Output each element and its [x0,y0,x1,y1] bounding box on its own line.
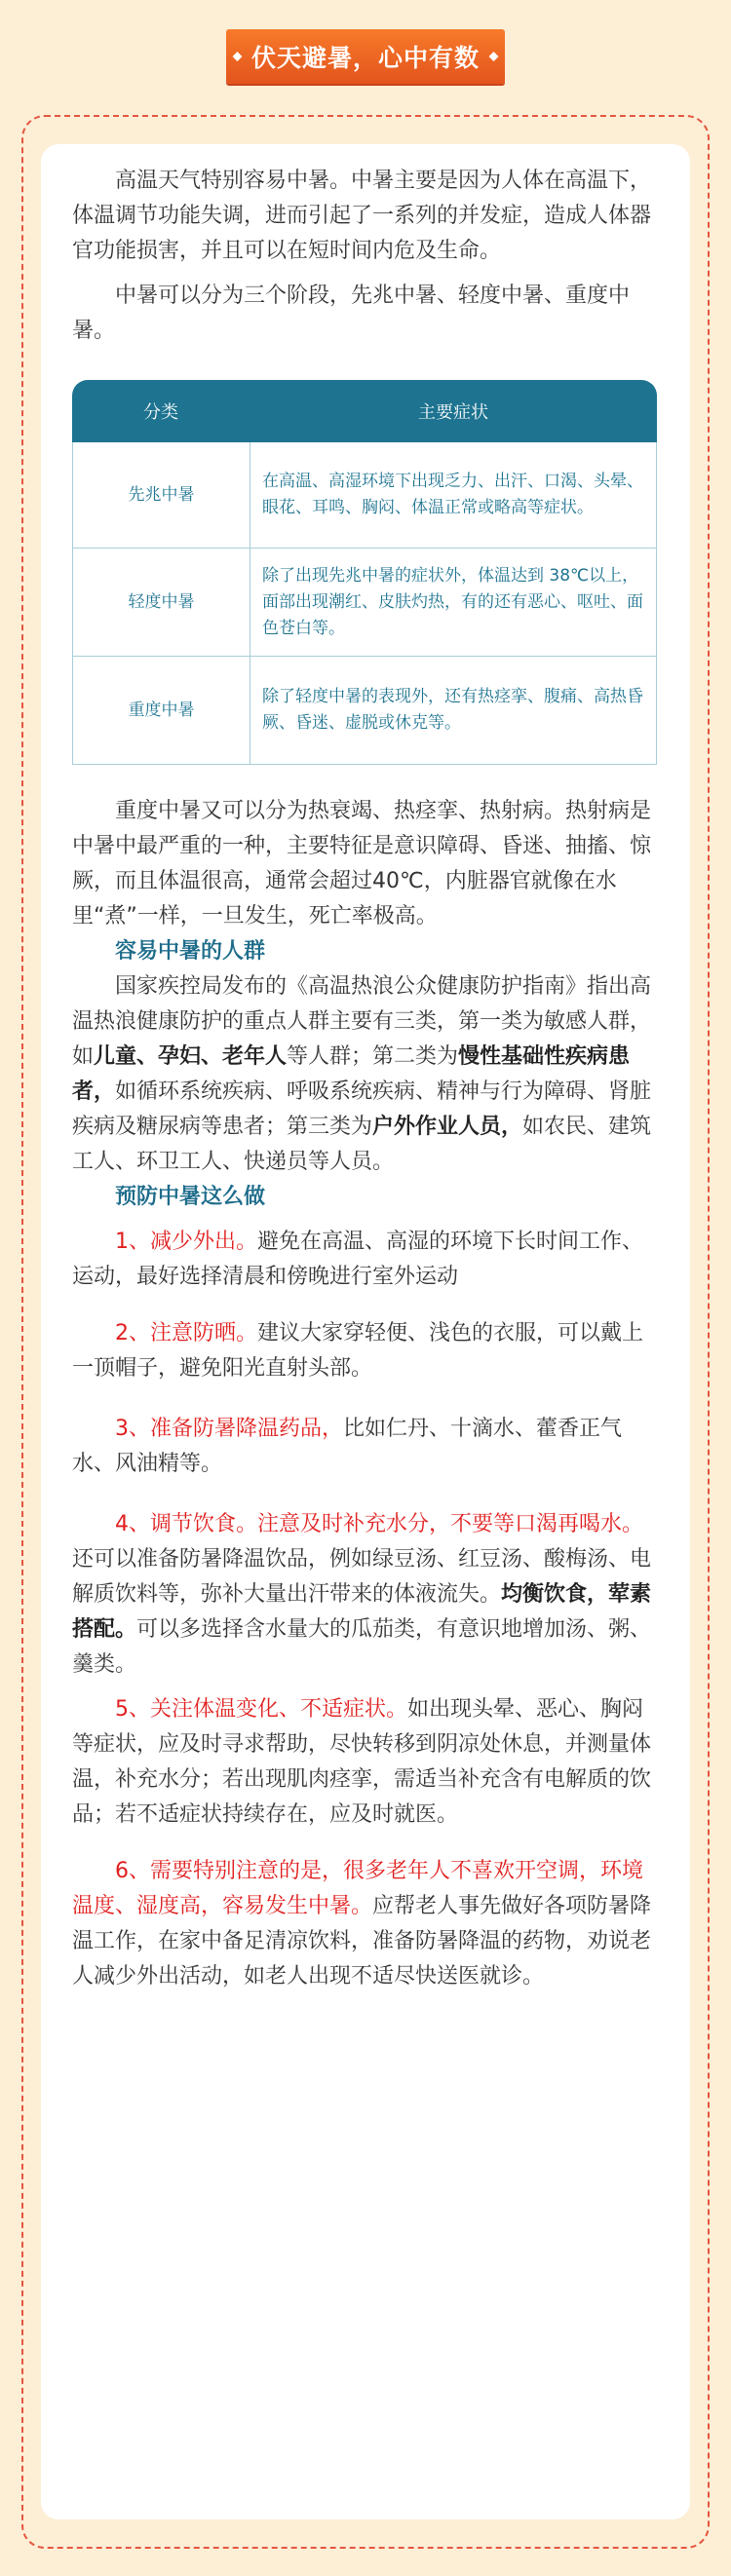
prevention-item-3-highlight: 3、准备防暑降温药品， [115,1417,343,1441]
groups-paragraph [72,969,657,1180]
groups-text-2: 等人群；第二类为 [287,1044,459,1069]
intro-paragraph-2: 中暑可以分为三个阶段，先兆中暑、轻度中暑、重度中暑。 [72,284,631,343]
section-title-prevention: 预防中暑这么做 [115,1185,266,1209]
groups-bold-2: 慢性基础性疾病患者， [72,1044,631,1104]
table-header-symptoms: 主要症状 [250,380,657,442]
table-header-row [72,380,657,442]
table-header-category: 分类 [72,380,250,442]
groups-bold-3: 户外作业人员， [372,1115,523,1139]
prevention-item-4-bold: 均衡饮食，荤素搭配。 [72,1582,652,1642]
prevention-item-6 [72,1854,657,1994]
prevention-item-4-text-2: 可以多选择含水量大的瓜茄类，有意识地增加汤、粥、羹类。 [72,1617,652,1677]
groups-bold-1: 儿童、孕妇、老年人 [94,1044,288,1069]
groups-text-4: 如农民、建筑工人、环卫工人、快递员等人员。 [72,1115,652,1174]
prevention-item-5-highlight: 5、关注体温变化、不适症状。 [115,1697,407,1722]
severe-paragraph: 重度中暑又可以分为热衰竭、热痉挛、热射病。热射病是中暑中最严重的一种，主要特征是意识障碍、昏迷、抽搐、惊厥，而且体温很高，通常会超过40℃，内脏器官就像在水里“煮”一样，一旦发生，死亡率极高。 [72,799,652,928]
prevention-item-2-highlight: 2、注意防晒。 [115,1321,257,1345]
prevention-item-4-text-1: 还可以准备防暑降温饮品，例如绿豆汤、红豆汤、酸梅汤、电解质饮料等，弥补大量出汗带来的体液流失。 [72,1547,652,1607]
symptoms-table [72,380,657,765]
table-cell-category: 先兆中暑 [72,442,250,549]
prevention-item-4-highlight: 4、调节饮食。注意及时补充水分，不要等口渴再喝水。 [115,1512,643,1536]
prevention-item-1-highlight: 1、减少外出。 [115,1230,257,1254]
prevention-item-5 [72,1692,657,1833]
article-body [72,164,657,1994]
prevention-item-1 [72,1225,657,1295]
page-title: 伏天避暑，心中有数 [226,29,505,84]
prevention-item-2-text: 建议大家穿轻便、浅色的衣服，可以戴上一顶帽子，避免阳光直射头部。 [72,1321,644,1381]
groups-text-1: 国家疾控局发布的《高温热浪公众健康防护指南》指出高温热浪健康防护的重点人群主要有三类，第一类为敏感人群，如 [72,974,652,1069]
prevention-item-5-text: 如出现头晕、恶心、胸闷等症状，应及时寻求帮助，尽快转移到阴凉处休息，并测量体温，补充水分；若出现肌肉痉挛，需适当补充含有电解质的饮品；若不适症状持续存在，应及时就医。 [72,1697,652,1827]
table-row [72,549,657,657]
prevention-item-2 [72,1316,657,1386]
prevention-item-4 [72,1507,657,1683]
table-cell-symptoms: 除了出现先兆中暑的症状外，体温达到 38℃以上，面部出现潮红、皮肤灼热，有的还有恶心、呕吐、面色苍白等。 [250,549,657,657]
prevention-item-3 [72,1412,657,1482]
table-cell-symptoms: 在高温、高湿环境下出现乏力、出汗、口渴、头晕、眼花、耳鸣、胸闷、体温正常或略高等症状。 [250,442,657,549]
title-banner [0,29,731,84]
prevention-item-6-text: 应帮老人事先做好各项防暑降温工作，在家中备足清凉饮料，准备防暑降温的药物，劝说老人减少外出活动，如老人出现不适尽快送医就诊。 [72,1894,652,1989]
table-cell-symptoms: 除了轻度中暑的表现外，还有热痉挛、腹痛、高热昏厥、昏迷、虚脱或休克等。 [250,657,657,765]
section-title-groups: 容易中暑的人群 [115,939,266,964]
table-cell-category: 重度中暑 [72,657,250,765]
table-row [72,442,657,549]
intro-paragraph-1: 高温天气特别容易中暑。中暑主要是因为人体在高温下，体温调节功能失调，进而引起了一系列的并发症，造成人体器官功能损害，并且可以在短时间内危及生命。 [72,169,652,263]
table-cell-category: 轻度中暑 [72,549,250,657]
prevention-item-6-highlight: 6、需要特别注意的是，很多老年人不喜欢开空调，环境温度、湿度高，容易发生中暑。 [72,1859,643,1918]
groups-text-3: 如循环系统疾病、呼吸系统疾病、精神与行为障碍、肾脏疾病及糖尿病等患者；第三类为 [72,1080,652,1139]
table-row [72,657,657,765]
prevention-item-3-text: 比如仁丹、十滴水、藿香正气水、风油精等。 [72,1417,623,1476]
prevention-item-1-text: 避免在高温、高湿的环境下长时间工作、运动，最好选择清晨和傍晚进行室外运动 [72,1230,644,1289]
